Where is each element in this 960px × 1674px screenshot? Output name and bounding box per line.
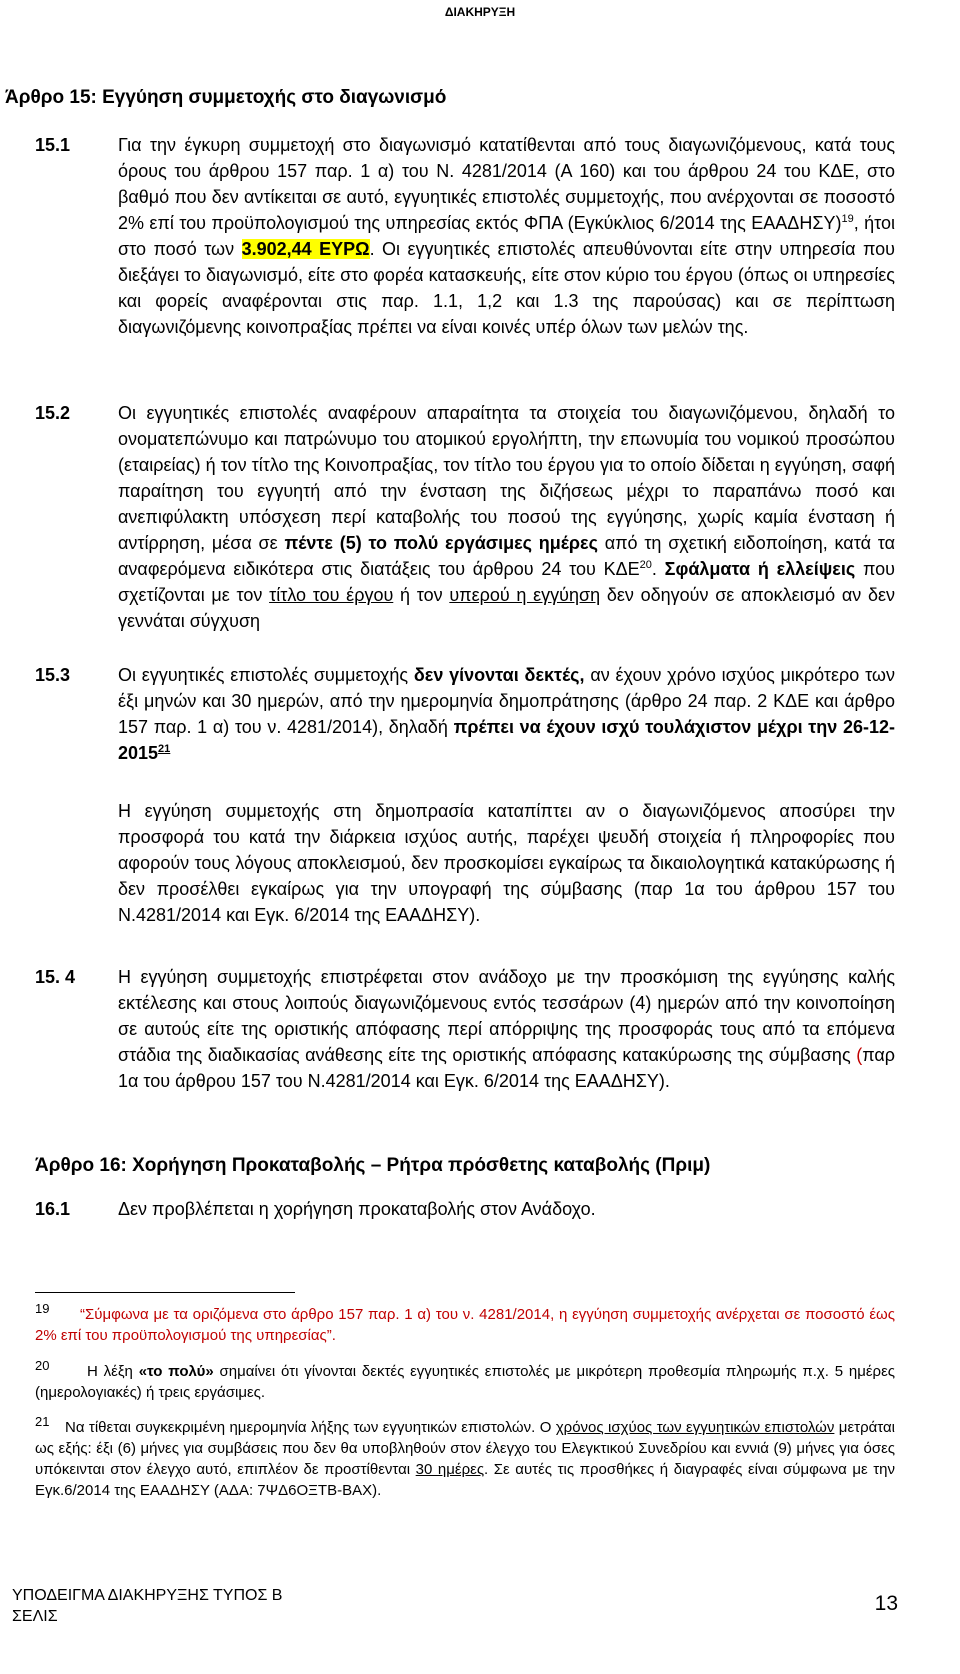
section-number: 15.3 bbox=[35, 665, 71, 685]
bold-text: πέντε (5) το πολύ εργάσιμες ημέρες bbox=[284, 533, 598, 553]
footnote-ref: 19 bbox=[841, 213, 854, 225]
article-16-title: Άρθρο 16: Χορήγηση Προκαταβολής – Ρήτρα πρόσθετης καταβολής (Πριμ) bbox=[35, 1155, 711, 1176]
article-15-title: Άρθρο 15: Εγγύηση συμμετοχής στο διαγωνισμό bbox=[5, 87, 447, 108]
underlined-text: χρόνος ισχύος των εγγυητικών επιστολών bbox=[555, 1419, 835, 1436]
footer-line: ΥΠΟΔΕΙΓΜΑ ΔΙΑΚΗΡΥΞΗΣ ΤΥΠΟΣ Β bbox=[12, 1587, 283, 1604]
text: . bbox=[651, 559, 665, 579]
section-number: 15.1 bbox=[35, 135, 71, 155]
text: Οι εγγυητικές επιστολές αναφέρουν απαραίτητα τα στοιχεία του διαγωνιζόμενου, δηλαδή το ονοματεπώνυμο και πατρώνυμο του ατομικού εργολήπτη, την επωνυμία του νομικού προσώπου (εταιρείας) ή τον τίτλο της Κοινοπραξίας, τον τίτλο του έργου για το οποίο δίδεται η εγγύηση, σαφή παραίτηση του εγγυητή από την ένσταση της διζήσεως μέχρι το παραπάνω ποσό και ανεπιφύλακτη υπόσχεση περί καταβολής του ποσού της εγγύησης, χωρίς καμία ένσταση ή αντίρρηση, μέσα σε bbox=[118, 403, 895, 553]
text: παρ 1α του άρθρου 157 του Ν.4281/2014 και Εγκ. 6/2014 της ΕΑΑΔΗΣΥ). bbox=[118, 1045, 895, 1091]
text: Να τίθεται συγκεκριμένη ημερομηνία λήξης των εγγυητικών επιστολών. Ο bbox=[65, 1419, 556, 1436]
bold-text: πρέπει να έχουν ισχύ τουλάχιστον μέχρι την 26-12-2015 bbox=[118, 717, 895, 763]
paragraph-15-4 bbox=[118, 964, 895, 1094]
footer-line: ΣΕΛΙΣ bbox=[12, 1608, 58, 1625]
footnote-ref: 21 bbox=[158, 743, 171, 755]
bold-text: δεν γίνονται δεκτές, bbox=[413, 665, 585, 685]
section-number: 15.2 bbox=[35, 403, 71, 423]
amount-highlight: 3.902,44 ΕΥΡΩ bbox=[241, 239, 370, 259]
bold-text: Σφάλματα ή ελλείψεις bbox=[664, 559, 856, 579]
text: Η εγγύηση συμμετοχής επιστρέφεται στον ανάδοχο με την προσκόμιση της εγγύησης καλής εκτέλεσης και στους λοιπούς διαγωνιζόμενους εντός τεσσάρων (4) ημερών από την κοινοποίηση σε αυτούς είτε της οριστικής απόφασης περί απόρριψης της προσφοράς τους από τα επόμενα στάδια της διαδικασίας ανάθεσης είτε της οριστικής απόφασης κατακύρωσης της σύμβασης bbox=[118, 967, 895, 1065]
text: , ήτοι στο ποσό των bbox=[118, 213, 895, 259]
text: σημαίνει ότι γίνονται δεκτές εγγυητικές επιστολές με μικρότερη προθεσμία πληρωμής π.χ. 5 ημέρες (ημερολογιακές) ή τρεις εργάσιμες. bbox=[35, 1363, 895, 1401]
text: Για την έγκυρη συμμετοχή στο διαγωνισμό κατατίθενται από τους διαγωνιζόμενους, κατά τους όρους του άρθρου 157 παρ. 1 α) του Ν. 4281/2014 (Α 160) και του άρθρου 24 του ΚΔΕ, στο βαθμό που δεν αντίκειται σε αυτό, εγγυητικές επιστολές συμμετοχής, που ανέρχονται σε ποσοστό 2% επί του προϋπολογισμού της υπηρεσίας εκτός ΦΠΑ (Εγκύκλιος 6/2014 της ΕΑΑΔΗΣΥ) bbox=[118, 135, 895, 233]
footnote-number: 21 bbox=[35, 1414, 50, 1429]
page-header: ΔΙΑΚΗΡΥΞΗ bbox=[444, 5, 516, 19]
footnote-ref: 20 bbox=[639, 559, 652, 571]
text: αν έχουν χρόνο ισχύος μικρότερο των έξι μηνών και 30 ημερών, από την ημερομηνία δημοπράτησης (άρθρο 24 παρ. 2 ΚΔΕ και άρθρο 157 παρ. 1 α) του ν. 4281/2014), δηλαδή bbox=[118, 665, 895, 737]
paragraph-15-3-forfeit: Η εγγύηση συμμετοχής στη δημοπρασία καταπίπτει αν ο διαγωνιζόμενος αποσύρει την προσφορά του κατά την διάρκεια ισχύος αυτής, παρέχει ψευδή στοιχεία ή πληροφορίες που αφορούν τους λόγους αποκλεισμού, δεν προσκομίσει εγκαίρως τα δικαιολογητικά κατακύρωσης ή δεν προσέλθει εγκαίρως για την υπογραφή της σύμβασης (παρ 1α του άρθρου 157 του Ν.4281/2014 και Εγκ. 6/2014 της ΕΑΑΔΗΣΥ). bbox=[118, 801, 895, 925]
red-text: ( bbox=[856, 1045, 863, 1065]
footnote-19 bbox=[35, 1304, 895, 1346]
text: που σχετίζονται με τον bbox=[118, 559, 895, 605]
bold-text: «το πολύ» bbox=[138, 1363, 214, 1380]
footnote-number: 20 bbox=[35, 1358, 50, 1373]
paragraph-15-2 bbox=[118, 400, 895, 634]
underlined-text: τίτλο του έργου bbox=[269, 585, 394, 605]
footnote-21 bbox=[35, 1417, 895, 1501]
section-number: 16.1 bbox=[35, 1199, 71, 1219]
underlined-text: υπερού η εγγύηση bbox=[449, 585, 601, 605]
footnote-number: 19 bbox=[35, 1301, 50, 1316]
text: από τη σχετική ειδοποίηση, κατά τα αναφερόμενα ειδικότερα στις διατάξεις του άρθρου 24 του ΚΔΕ bbox=[118, 533, 895, 579]
underlined-text: 30 ημέρες bbox=[415, 1461, 485, 1478]
text: δεν οδηγούν σε αποκλεισμό αν δεν γεννάται σύγχυση bbox=[118, 585, 895, 631]
footnote-divider bbox=[35, 1292, 295, 1293]
paragraph-15-1 bbox=[118, 132, 895, 340]
page-footer bbox=[12, 1585, 282, 1627]
text: . Οι εγγυητικές επιστολές απευθύνονται είτε στην υπηρεσία που διεξάγει το διαγωνισμό, είτε στο φορέα κατασκευής, είτε στον κύριο του έργου (όπως οι υπηρεσίες και φορείς αναφέρονται στις παρ. 1.1, 1,2 και 1.3 της παρούσας) και σε περίπτωση διαγωνιζόμενης κοινοπραξίας πρέπει να είναι κοινές υπέρ όλων των μελών της. bbox=[118, 239, 895, 337]
footnote-20 bbox=[35, 1361, 895, 1403]
text: Οι εγγυητικές επιστολές συμμετοχής bbox=[118, 665, 414, 685]
text: Η λέξη bbox=[87, 1363, 139, 1380]
text: ή τον bbox=[393, 585, 450, 605]
page-number: 13 bbox=[874, 1592, 898, 1615]
text: μετράται ως εξής: έξι (6) μήνες για συμβάσεις που δεν θα υποβληθούν στον έλεγχο του Ελεγκτικού Συνεδρίου και εννιά (9) μήνες για όσες υπόκεινται στον έλεγχο αυτό, επιπλέον δε προστίθενται bbox=[35, 1419, 895, 1478]
text: . Σε αυτές τις προσθήκες ή διαγραφές είναι σύμφωνα με την Εγκ.6/2014 της ΕΑΑΔΗΣΥ (ΑΔΑ: 7ΨΔ6ΟΞΤΒ-ΒΑΧ). bbox=[35, 1461, 895, 1499]
paragraph-16-1: Δεν προβλέπεται η χορήγηση προκαταβολής στον Ανάδοχο. bbox=[118, 1199, 596, 1219]
section-number: 15. 4 bbox=[35, 967, 76, 987]
paragraph-15-3 bbox=[118, 662, 895, 766]
red-text: “Σύμφωνα με τα οριζόμενα στο άρθρο 157 παρ. 1 α) του ν. 4281/2014, η εγγύηση συμμετοχής ανέρχεται σε ποσοστό έως 2% επί του προϋπολογισμού της υπηρεσίας”. bbox=[35, 1306, 895, 1344]
